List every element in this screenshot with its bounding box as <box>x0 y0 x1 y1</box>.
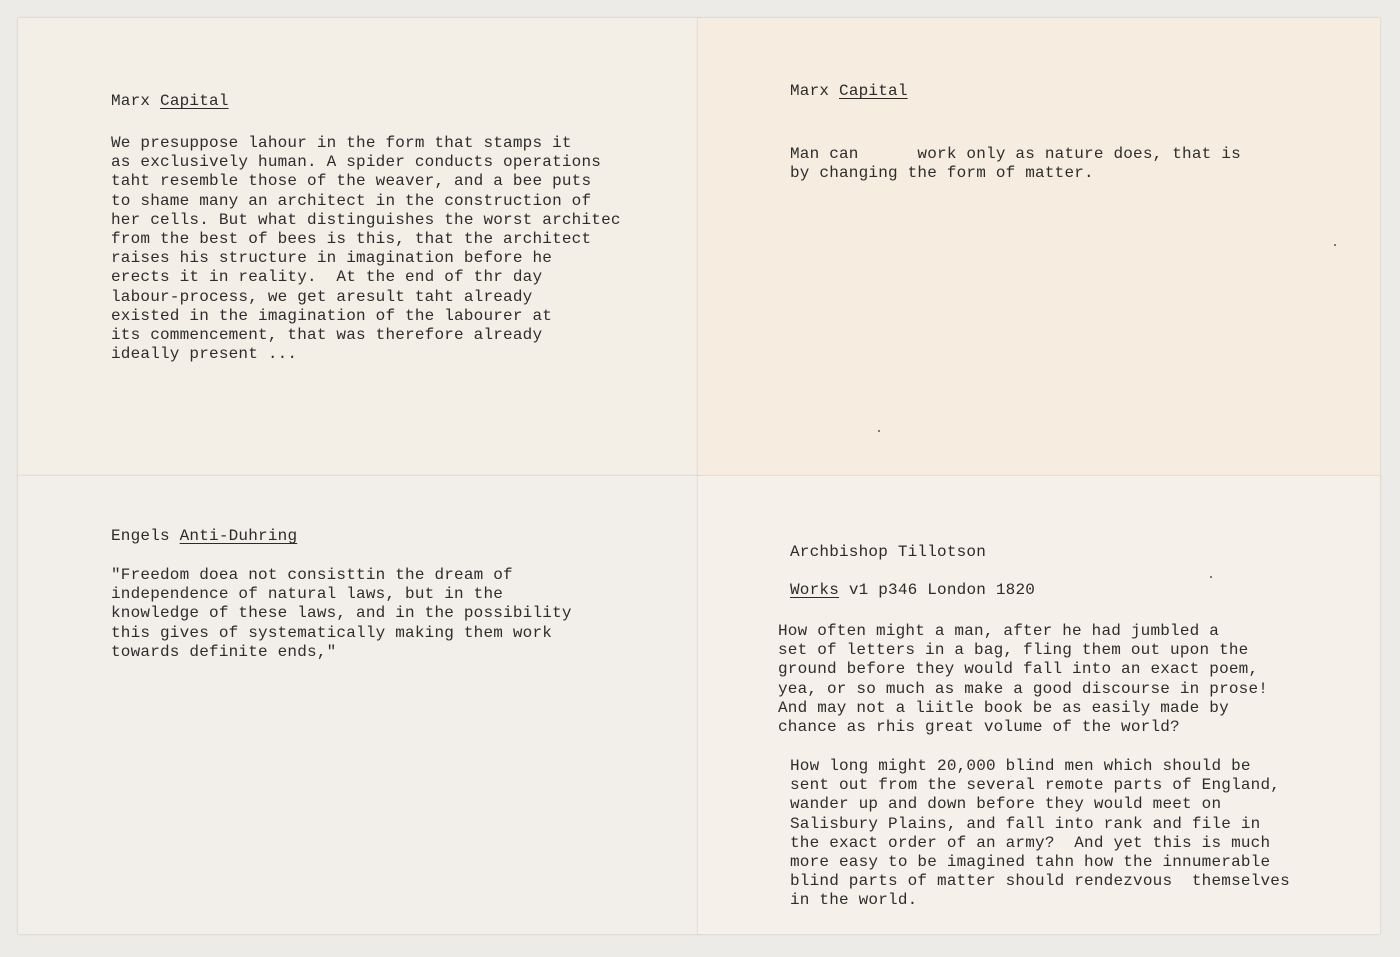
card-heading <box>111 92 229 111</box>
card-marx-capital-nature <box>698 18 1380 478</box>
card-marx-capital-labour <box>18 18 700 478</box>
work-title: Capital <box>839 82 908 100</box>
work-title: Works <box>790 581 840 599</box>
quote-paragraph-1: How often might a man, after he had jumbled a set of letters in a bag, fling them out upon the ground before they would fall into an exact poem, yea, or so much as make a good discourse in prose! And may not a liitle book be as easily made by chance as rhis great volume of the world? <box>778 622 1269 737</box>
card-tillotson-works <box>698 476 1380 934</box>
card-engels-anti-duhring <box>18 476 700 934</box>
quote-text: We presuppose lahour in the form that stamps it as exclusively human. A spider conducts operations taht resemble those of the weaver, and a bee puts to shame many an architect in the construction of her cells. But what distinguishes the worst architec from the best of bees is this, that the architect raises his structure in imagination before he erects it in reality. At the end of thr day labour-process, we get aresult taht already existed in the imagination of the labourer at its commencement, that was therefore already ideally present ... <box>111 134 621 364</box>
paper-speck <box>878 430 880 432</box>
citation-line <box>790 581 1035 600</box>
author-name: Marx <box>111 92 151 110</box>
author-line: Archbishop Tillotson <box>790 543 987 561</box>
work-title: Anti-Duhring <box>179 527 298 545</box>
paper-speck <box>1334 244 1336 246</box>
quote-paragraph-2: How long might 20,000 blind men which should be sent out from the several remote parts of England, wander up and down before they would meet on Salisbury Plains, and fall into rank and file in the exact order of an army? And yet this is much more easy to be imagined tahn how the innumerable blind parts of matter should rendezvous themselves in the world. <box>790 757 1290 910</box>
author-name: Engels <box>111 527 170 545</box>
card-heading <box>790 82 908 101</box>
quote-text: Man can work only as nature does, that is by changing the form of matter. <box>790 145 1241 183</box>
paper-speck <box>1210 576 1212 578</box>
author-name: Marx <box>790 82 830 100</box>
citation: v1 p346 London 1820 <box>848 581 1036 599</box>
work-title: Capital <box>160 92 229 110</box>
quote-text: "Freedom doea not consisttin the dream of independence of natural laws, but in the knowledge of these laws, and in the possibility this gives of systematically making them work towards definite ends," <box>111 566 572 661</box>
card-heading <box>111 527 297 546</box>
